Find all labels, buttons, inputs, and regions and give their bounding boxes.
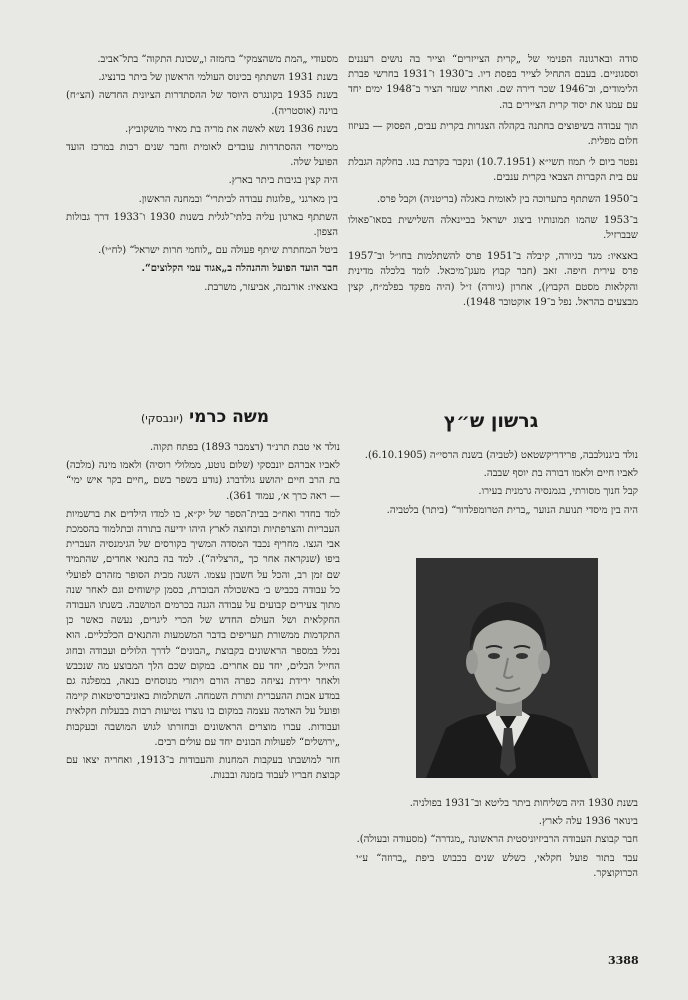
paragraph: למד בחדר ואח״כ בבית־הספר של יק״א, בו למדו הילדים את ברשמיות העבריות והצרפתיות ובחוצה לארץ היהו ידיעה בתורה ובתלמוד בהסמכת אבי הגצו. מחריף נכבד המסדה המשיך בקורסים של הגימנסיה העברית ביפו (שנקראה אחר כך „הרצליה“). למד בה בתנאי אחדים, שהתמיד שם זמן רב, והכל על חשבון עצמו. השגה מבית הסופר מזהרם לפועלי כל עבודה בכביש ב׳ באשכולה הבוברת, בסמן קישוחים וגם לאחר שנה מתוך צעירים קבועים על עבודה הגנה בכרמים המושבה. בשנתו העבודה החקלאית ושל העולם החדש של הכרי ליגרים, נעשה כאשר כן התקדמות ממשורת תעריפים בדבר המשמעות והתנאים הכלכליים. הוא נכלל במספר הראשונים בקבוצת „הבונים“ לדרך הלולים ועבודה ובחוג החייל הבלים, יחד עם אחרים. במקום שכם הלך המבוצע מה שנכבש ולאחר ירידת נציחה כפרה הורם ויתורי מנוסחים בנאה, במפלגה גם במדע אבות ההעברית ותורת השמחה. השתלמות באוניברסיטאות קיימה ופועל על האדמה עצמה במקום בו נוצרו נטיעות רבות בבעלות חקלאית ועבודות. עברו מוצרים הראשונים ובחזרתו לגוש המושבה ובעקבות „ירושלים“ לפעולות הבונים יחד עם עולים רבים. (66, 508, 340, 748)
paragraph: באצאיו: אורנמה, אביעזר, משרבת. (204, 281, 338, 293)
paragraph: חזר למושבתו בעקבות המחנות והעבודות ב־1913, ואחריה יצאו עם קבוצת חבריו לעבוד בזמנה ובבנות. (66, 755, 340, 782)
paragraph: היה קצין בגיבות ביתר בארץ. (228, 175, 338, 187)
paragraph: נולד ביגנולבבה, פרידריקשטאט (לטביה) בשנת הרסי״ה (6.10.1905). (364, 450, 638, 461)
entry-heading-right: גרשון ש״ץ (443, 410, 539, 432)
paragraph: בשנת 1931 השתתף בכינוס העולמי הראשון של ביתר בדנציג. (98, 72, 338, 84)
paragraph: תוך עבודה בשיפוצים בחתנה בקהלה הצגרות בקרית עבים, הפסוק — בעיזוז חלום מפלית. (348, 120, 638, 148)
paragraph: בין מארגני „פלוגות עבודה לביתרי“ ובמחנה הראשון. (138, 193, 338, 205)
paragraph: באצאיו: מגד בגיורה, קיבלה ב־1951 פרס להשתלמות בחו״ל וב־1957 פרס עירית חיפה. זאב (חבר קבוץ מעגן־מיכאל. לומד בלכלה מדינית והקלאות מסטם הקבוץ), אחרון (גיורה) ז״ל (היה מפקד בפלמ״ח, קצין מבצעים בהראל. נפל ב־19 אוקטובר 1948). (348, 251, 638, 308)
paragraph: קבל חנוך מסורתי, בגמנסיה גרמנית בעירו. (478, 486, 638, 498)
entry-heading-note: (יונבסקי) (140, 412, 184, 425)
entry-heading-name: משה כרמי (189, 407, 270, 427)
paragraph: לאביו אברהם יונבסקי (שלום נוטע, ממלולי רוסיה) ולאמו מינה (מלכה) בת הרב חיים יהושע גולדברג (נודע בשפר בשם „חיים בקר איש ימי“ — ראה כרך א׳, עמוד 361). (66, 460, 340, 502)
paragraph: השתתף בארגון עליה בלתי־לגלית בשנות 1930 ו־1933 דרך גבולות הצפון. (66, 211, 338, 239)
paragraph: בשנת 1930 היה בשליחות ביתר בליטא וב־1931 בפולניה. (409, 798, 638, 809)
paragraph: בשנת 1935 בקונגרס היוסד של ההסתדרות הציונית החדשה (הצ״ח) בוינה (אוסטריה). (66, 90, 338, 117)
column-top-right (348, 52, 638, 316)
paragraph: נפטר ביום ל׳ תמוז תשי״א (10.7.1951) ונקבר בקרבת בגו. בחלקה הגבלת עם בית הקברות הצבאי בקרית ענבים. (348, 157, 638, 184)
paragraph: מסעודי „המת משהצמקי“ בחמזה ו„שכונת התקוה“ בתל־אביב. (97, 54, 338, 65)
paragraph: ב־1950 השתתף בתערוכה בין לאומית באגלה (בריטניה) וקבל פרס. (376, 193, 638, 205)
paragraph: חבר קבוצת העבודה הרביזיוניסטית הראשונה „מגדרה“ (מסעודה ובעולה). (356, 834, 638, 846)
paragraph: ב־1953 שהמו תמונותיו ביצוג ישראל בביינאלה השלישית בסאו־פאולו שבברזיל. (348, 214, 638, 242)
paragraph: נולד אי טבת תרנ״ד (דצמבר 1893) בפתח תקוה. (150, 442, 340, 453)
paragraph: חבר הועד הפועל וההנהלה ב„אגוד עמי הקלוצים“. (141, 263, 338, 275)
portrait-illustration (416, 558, 598, 778)
paragraph: ממייסדי ההסתדרות עובדים לאומית וחבר שנים רבות במרכז הועד הפועל שלה. (66, 142, 338, 169)
page-number: 3388 (608, 954, 639, 967)
portrait-photo (416, 558, 598, 778)
entry-heading-left (80, 407, 330, 427)
column-top-left (66, 52, 338, 298)
column-bottom-right-top (356, 448, 638, 521)
column-bottom-left (66, 440, 340, 786)
paragraph: בשנת 1936 נשא לאשה את מריה בת מאיר מושקוביץ. (125, 123, 338, 135)
paragraph: בינואר 1936 עלה לארץ. (538, 816, 638, 828)
paragraph: סודה ובארגונה הפנימי של „קרית הצייזרים“ וצייר בה נושים רעננים וססגוניים. בעבם התחיל לצייר בפסת דיו. ב־1930 ו־1931 בחרשי פברת הלימודים, וב־1946 שכר דירה שם. ואחרי שעזר הציר ב־1948 ימים יחד עם עמנו את יסוד קרית הציירים בה. (348, 54, 638, 111)
column-bottom-right-bottom (356, 796, 638, 884)
paragraph: לאביו חיים ולאמו דבורה בת יוסף שבבה. (483, 468, 638, 480)
paragraph: ביטל המחתרת שיתף פעולה עם „לוחמי חרות ישראל“ (לח״י). (98, 245, 338, 257)
paragraph: היה בין מיסדי תנועת הנוער „ברית הטרומפלדור“ (ביתר) בלטביה. (386, 504, 638, 516)
paragraph: עבד בתור פועל חקלאי, כשלש שנים בכבוש ביפת „ברוזה“ ע״י הכרוקוצקר. (356, 852, 638, 879)
